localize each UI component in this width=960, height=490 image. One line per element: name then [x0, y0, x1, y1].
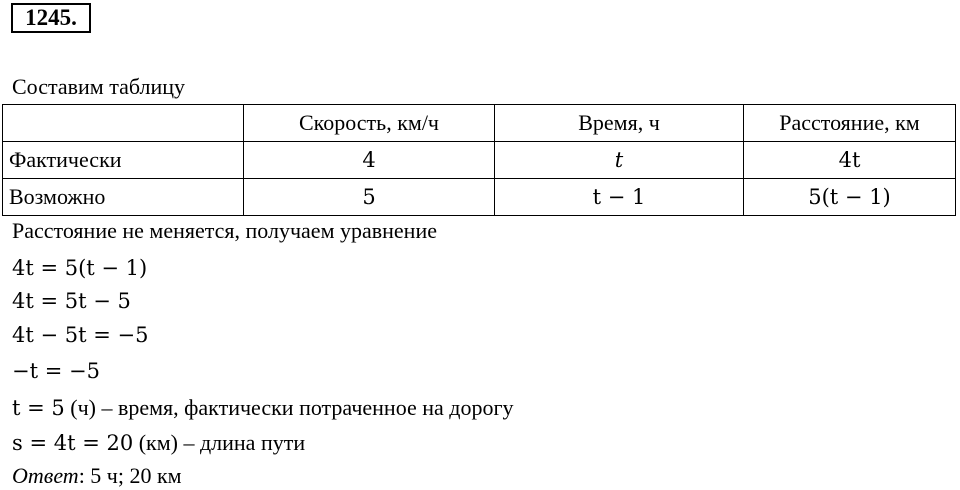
row-label: Возможно — [3, 179, 244, 216]
table-header-row — [3, 105, 956, 142]
problem-number: 1245. — [11, 3, 91, 33]
table-row — [3, 179, 956, 216]
data-table — [2, 104, 956, 216]
answer-text: : 5 ч; 20 км — [78, 463, 182, 488]
intro-text: Составим таблицу — [12, 74, 186, 99]
explanation-text: Расстояние не меняется, получаем уравнение — [12, 218, 437, 243]
result-text: (км) – длина пути — [133, 430, 306, 455]
equation: 4t = 5t − 5 — [12, 289, 131, 313]
time-cell: t − 1 — [495, 179, 744, 216]
answer-line — [12, 462, 182, 490]
result-text: (ч) – время, фактически потраченное на дорогу — [64, 395, 514, 420]
table-header-cell — [3, 105, 244, 142]
table-header-cell: Время, ч — [495, 105, 744, 142]
equation: −t = −5 — [12, 359, 100, 383]
result-math: s = 4t = 20 — [12, 431, 134, 455]
equation: 4t − 5t = −5 — [12, 323, 149, 347]
answer-label: Ответ — [12, 463, 79, 488]
table-row — [3, 142, 956, 179]
table-header-cell: Скорость, км/ч — [244, 105, 495, 142]
speed-cell: 5 — [244, 179, 495, 216]
distance-cell: 4t — [744, 142, 956, 179]
result-line — [12, 429, 305, 457]
distance-cell: 5(t − 1) — [744, 179, 956, 216]
row-label: Фактически — [3, 142, 244, 179]
result-line — [12, 394, 513, 422]
result-math: t = 5 — [12, 396, 65, 420]
speed-cell: 4 — [244, 142, 495, 179]
equation: 4t = 5(t − 1) — [12, 256, 148, 280]
table-header-cell: Расстояние, км — [744, 105, 956, 142]
time-cell: t — [495, 142, 744, 179]
